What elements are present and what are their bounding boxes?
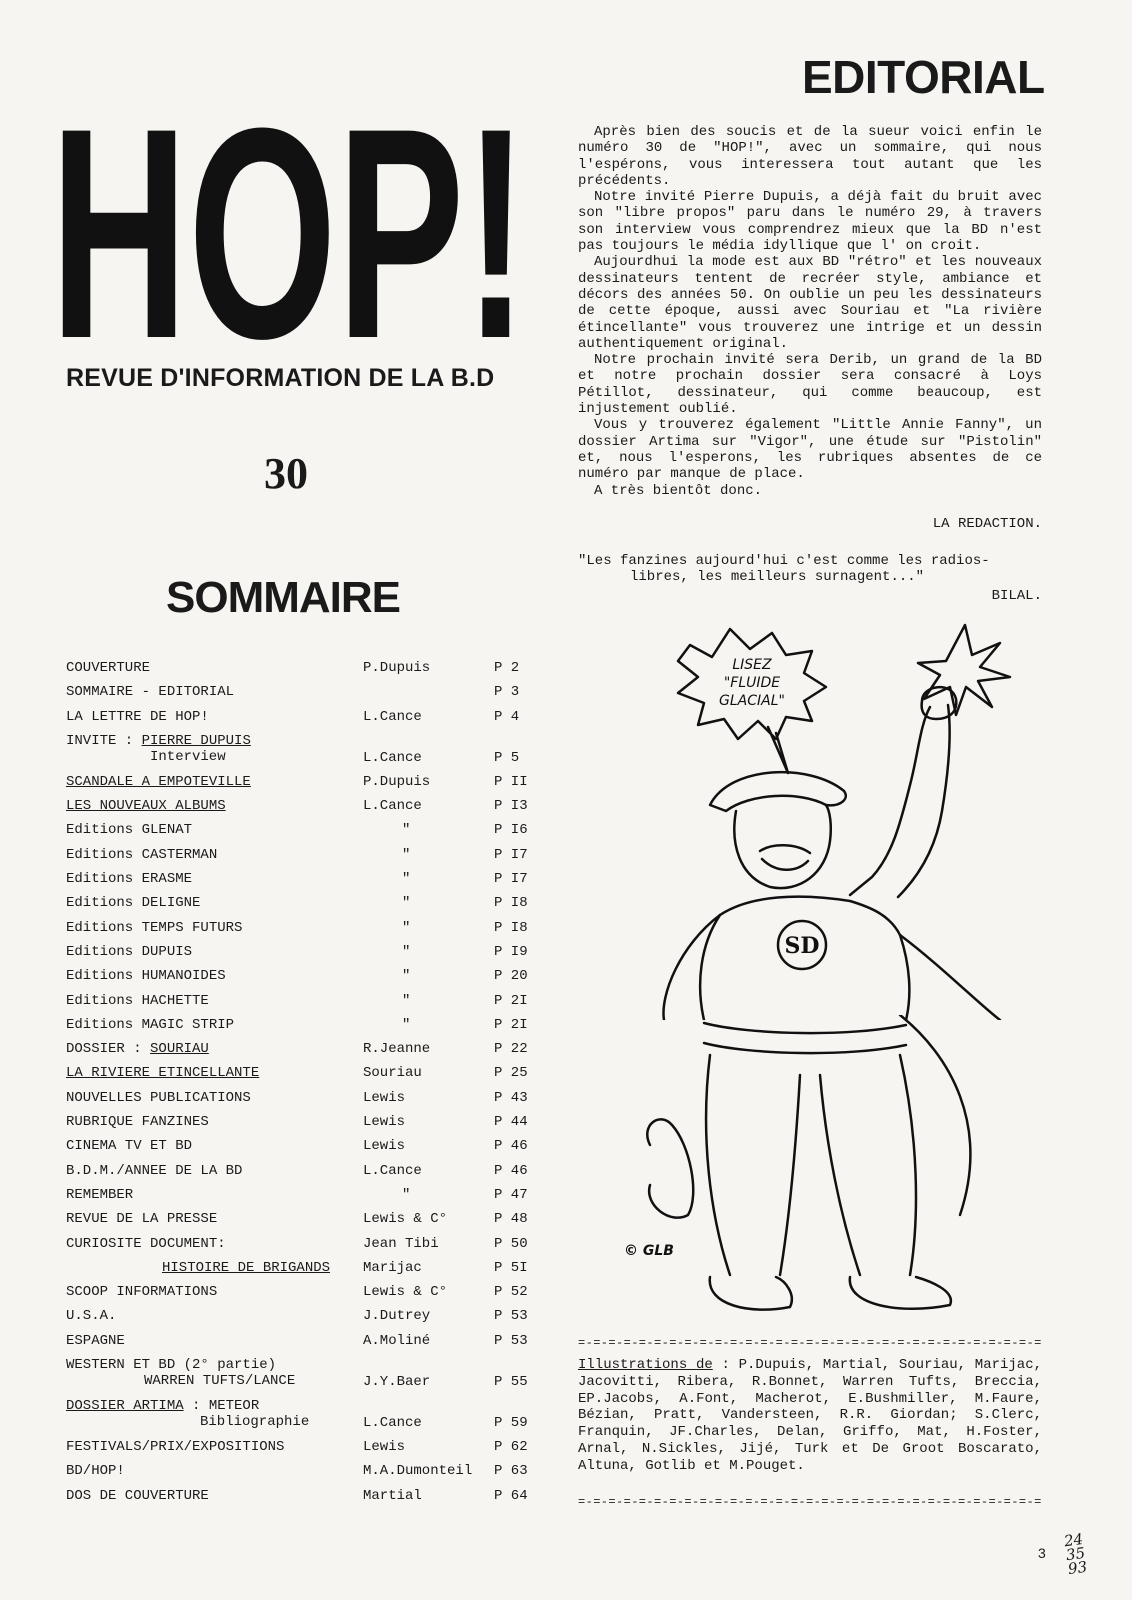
toc-author: R.Jeanne: [363, 1041, 431, 1058]
toc-title: ESPAGNE: [66, 1332, 125, 1349]
toc-title: Editions DELIGNE: [66, 895, 201, 912]
toc-row: [66, 895, 546, 919]
toc-author: J.Y.Baer: [363, 1374, 431, 1391]
toc-row: [66, 1090, 546, 1114]
toc-page: P 43: [494, 1089, 528, 1106]
sommaire-title: SOMMAIRE: [166, 573, 400, 622]
toc-title: SCOOP INFORMATIONS: [66, 1284, 218, 1301]
toc-row: [66, 1187, 546, 1211]
spark-star: [918, 625, 1010, 715]
toc-author: ": [402, 1016, 411, 1033]
toc-page: P 46: [494, 1162, 528, 1179]
toc-author: Souriau: [363, 1065, 422, 1082]
belt: [704, 1023, 906, 1053]
speech-bubble-text: GLACIAL": [719, 693, 785, 709]
toc-title-part: INVITE :: [66, 732, 142, 749]
toc-title: Editions TEMPS FUTURS: [66, 919, 243, 936]
quote-line: "Les fanzines aujourd'hui c'est comme les radios-: [578, 553, 990, 569]
cape: [663, 915, 1000, 1020]
toc-row: [66, 1138, 546, 1162]
toc-row: [66, 920, 546, 944]
editorial-title: EDITORIAL: [802, 51, 1045, 103]
toc-page: P 3: [494, 684, 520, 701]
toc-page: P 64: [494, 1487, 528, 1504]
toc-page: P I8: [494, 919, 528, 936]
toc-title: Editions MAGIC STRIP: [66, 1016, 235, 1033]
toc-page: P 59: [494, 1415, 528, 1432]
toc-title: U.S.A.: [66, 1308, 117, 1325]
toc-title: FESTIVALS/PRIX/EXPOSITIONS: [66, 1439, 285, 1456]
head: [734, 805, 830, 888]
toc-row: [66, 1236, 546, 1260]
toc-row: [66, 1211, 546, 1235]
illustration-credits: [578, 1357, 1042, 1475]
editorial-paragraph: Notre prochain invité sera Derib, un grand de la BD et notre prochain dossier sera consacré à Loys Pétillot, dessinateur, qui comme beaucoup, est injustement oublié.: [578, 352, 1042, 418]
toc-author: P.Dupuis: [363, 660, 431, 676]
bilal-quote: [578, 553, 1042, 604]
toc-page: P 2I: [494, 1016, 528, 1033]
toc-page: P I8: [494, 895, 528, 912]
toc-title: B.D.M./ANNEE DE LA BD: [66, 1162, 243, 1179]
toc-row: [66, 1041, 546, 1065]
editorial-signature: LA REDACTION.: [932, 516, 1042, 532]
toc-title: SOMMAIRE - EDITORIAL: [66, 684, 235, 701]
editorial-paragraph: Aujourdhui la mode est aux BD "rétro" et les nouveaux dessinateurs tentent de recréer style, ambiance et décors des années 50. On oublie un peu les dessinateurs de cette époque, aussi avec Souriau et "La rivière étincellante" vous trouverez une intrige et un dessin authentiquement original.: [578, 254, 1042, 352]
issue-number: 30: [264, 449, 308, 498]
toc-row: [66, 1065, 546, 1089]
quote-author: BILAL.: [991, 587, 1042, 604]
toc-title: Editions HACHETTE: [66, 992, 209, 1009]
toc-author: ": [402, 968, 411, 985]
toc-page: P 44: [494, 1114, 528, 1131]
toc-author: L.Cance: [363, 1415, 422, 1432]
rooster: [647, 1119, 693, 1217]
toc-row: [66, 1463, 546, 1487]
toc-author: L.Cance: [363, 708, 422, 725]
toc-title: CURIOSITE DOCUMENT:: [66, 1235, 226, 1252]
toc-row: [66, 993, 546, 1017]
toc-author: Lewis: [363, 1439, 406, 1456]
toc-author: Martial: [363, 1487, 422, 1504]
toc-page: P 55: [494, 1374, 528, 1391]
toc-row: [66, 798, 546, 822]
toc-title-part: DOSSIER :: [66, 1041, 151, 1058]
toc-title: BD/HOP!: [66, 1463, 125, 1480]
toc-page: P 53: [494, 1308, 528, 1325]
toc-page: P II: [494, 773, 528, 790]
toc-title-part: : METEOR: [183, 1398, 260, 1415]
toc-page: P 5I: [494, 1259, 528, 1276]
toc-title: Editions HUMANOIDES: [66, 968, 226, 985]
toc-title: [66, 1041, 209, 1057]
raised-arm: [850, 705, 950, 897]
toc-title-line2: Bibliographie: [200, 1414, 310, 1431]
hop-logo-text: HOP!: [50, 65, 528, 342]
toc-title-line2: Interview: [150, 748, 226, 765]
toc-author: ": [402, 1186, 411, 1203]
toc-row: [66, 944, 546, 968]
toc-author: Lewis: [363, 1138, 406, 1155]
toc-title: CINEMA TV ET BD: [66, 1138, 193, 1155]
credits-text: : P.Dupuis, Martial, Souriau, Marijac, Jacovitti, Ribera, R.Bonnet, Warren Tufts, Breccia, EP.Jacobs, A.Font, Macherot, E.Bushmiller, M.Faure, Bézian, Pratt, Vandersteen, R.R. Giordan; S.Clerc, Franquin, JF.Charles, Delan, Griffo, Mat, H.Foster, Arnal, N.Sickles, Jijé, Turk et De Groot Boscarato, Altuna, Gotlib et M.Pouget.: [578, 1357, 1043, 1474]
toc-page: P 4: [494, 708, 520, 725]
toc-page: P 46: [494, 1138, 528, 1155]
toc-title: LA LETTRE DE HOP!: [66, 708, 209, 725]
editorial-paragraph: A très bientôt donc.: [594, 482, 763, 499]
handwritten-note: [1062, 1529, 1089, 1579]
legs: [706, 1055, 916, 1275]
quote-line: libres, les meilleurs surnagent...": [630, 569, 925, 586]
toc-row: [66, 709, 546, 733]
handwritten-line: 93: [1066, 1557, 1089, 1579]
toc-title: WESTERN ET BD (2° partie): [66, 1357, 277, 1374]
toc-page: P 48: [494, 1211, 528, 1228]
toc-row: [66, 733, 546, 774]
toc-author: ": [402, 943, 411, 960]
toc-page: P 2I: [494, 992, 528, 1009]
divider-rule: =-=-=-=-=-=-=-=-=-=-=-=-=-=-=-=-=-=-=-=-=-=-=-=-=-=-=-=-=-=-=: [578, 1336, 1042, 1350]
toc-author: P.Dupuis: [363, 773, 431, 790]
toc-title: REVUE DE LA PRESSE: [66, 1211, 218, 1228]
toc-title: Editions GLENAT: [66, 822, 193, 839]
toc-title-part: SOURIAU: [150, 1041, 209, 1058]
toc-title: REMEMBER: [66, 1186, 134, 1203]
speech-bubble-text: LISEZ: [732, 657, 772, 673]
credits-label: Illustrations de: [578, 1357, 713, 1373]
toc-page: P 52: [494, 1284, 528, 1301]
toc-author: Lewis: [363, 1089, 406, 1106]
toc-author: ": [402, 846, 411, 863]
toc-author: ": [402, 992, 411, 1009]
toc-row: [66, 1017, 546, 1041]
toc-page: P 25: [494, 1065, 528, 1082]
toc-title: LES NOUVEAUX ALBUMS: [66, 798, 226, 815]
boots: [710, 1277, 951, 1310]
toc-page: P 47: [494, 1186, 528, 1203]
toc-author: Jean Tibi: [363, 1235, 439, 1252]
toc-row: [66, 1284, 546, 1308]
toc-author: ": [402, 895, 411, 912]
hop-logo: [50, 42, 530, 342]
toc-title: DOS DE COUVERTURE: [66, 1487, 209, 1504]
toc-author: M.A.Dumonteil: [363, 1463, 473, 1480]
toc-row: [66, 1488, 546, 1512]
toc-page: P 53: [494, 1332, 528, 1349]
toc-title: NOUVELLES PUBLICATIONS: [66, 1089, 251, 1106]
toc-page: P I7: [494, 846, 528, 863]
toc-page: P 22: [494, 1041, 528, 1058]
handwritten-line: 24: [1062, 1529, 1085, 1551]
moustache: [760, 845, 810, 853]
grin: [762, 859, 808, 870]
toc-row: [66, 774, 546, 798]
toc-title: Editions DUPUIS: [66, 943, 193, 960]
superhero-illustration: [600, 615, 1040, 1020]
toc-page: P I7: [494, 871, 528, 888]
editorial-paragraph: Après bien des soucis et de la sueur voici enfin le numéro 30 de "HOP!", avec un sommaire, qui nous l'espérons, vous interessera tout autant que les précédents.: [578, 124, 1042, 189]
toc-page: P 63: [494, 1463, 528, 1480]
toc-row: [66, 1357, 546, 1398]
toc-row: [66, 1163, 546, 1187]
toc-page: P 50: [494, 1235, 528, 1252]
toc-title: COUVERTURE: [66, 660, 151, 676]
toc-author: Marijac: [363, 1259, 422, 1276]
toc-title: [66, 733, 251, 749]
toc-page: P 5: [494, 749, 520, 766]
toc-title: Editions ERASME: [66, 871, 193, 888]
toc-row: [66, 968, 546, 992]
toc-page: P 2: [494, 660, 520, 676]
speech-bubble-text: "FLUIDE: [723, 675, 781, 691]
editorial-paragraph: Vous y trouverez également "Little Annie Fanny", un dossier Artima sur "Vigor", une étude sur "Pistolin" et, nous l'esperons, les rubriques absentes de ce numéro par manque de place.: [578, 417, 1042, 483]
toc-title: RUBRIQUE FANZINES: [66, 1114, 209, 1131]
toc-page: P 62: [494, 1439, 528, 1456]
superhero-illustration-lower: [600, 1015, 1040, 1335]
toc-title: SCANDALE A EMPOTEVILLE: [66, 773, 251, 790]
toc-author: L.Cance: [363, 749, 422, 766]
divider-rule: =-=-=-=-=-=-=-=-=-=-=-=-=-=-=-=-=-=-=-=-=-=-=-=-=-=-=-=-=-=-=: [578, 1495, 1042, 1509]
toc-author: ": [402, 919, 411, 936]
toc-title-part: PIERRE DUPUIS: [141, 732, 251, 749]
toc-row: [66, 1260, 546, 1284]
toc-row: [66, 847, 546, 871]
toc-row: [66, 1114, 546, 1138]
toc-title: [66, 1398, 259, 1414]
handwritten-line: 35: [1064, 1543, 1087, 1565]
toc-row: [66, 684, 546, 708]
editorial-body: [578, 124, 1042, 499]
toc-author: Lewis & C°: [363, 1211, 448, 1228]
toc-author: Lewis: [363, 1114, 406, 1131]
toc-author: J.Dutrey: [363, 1308, 431, 1325]
toc-title-part: DOSSIER ARTIMA: [66, 1398, 184, 1415]
page-number: 3: [1038, 1545, 1046, 1561]
toc-page: P I6: [494, 822, 528, 839]
chest-emblem-text: SD: [784, 933, 820, 959]
toc-row: [66, 1398, 546, 1439]
artist-signature: © GLB: [624, 1243, 674, 1259]
toc-title: Editions CASTERMAN: [66, 846, 218, 863]
toc-row: [66, 1439, 546, 1463]
toc-author: L.Cance: [363, 798, 422, 815]
toc-row: [66, 1333, 546, 1357]
toc-title: HISTOIRE DE BRIGANDS: [162, 1259, 331, 1276]
toc-row: [66, 871, 546, 895]
toc-row: [66, 660, 546, 684]
toc-author: A.Moliné: [363, 1332, 431, 1349]
toc-page: P I3: [494, 798, 528, 815]
toc-author: ": [402, 822, 411, 839]
toc-title: LA RIVIERE ETINCELLANTE: [66, 1065, 260, 1082]
toc-page: P 20: [494, 968, 528, 985]
toc-row: [66, 822, 546, 846]
toc-author: L.Cance: [363, 1162, 422, 1179]
toc-author: ": [402, 871, 411, 888]
editorial-paragraph: Notre invité Pierre Dupuis, a déjà fait du bruit avec son "libre propos" paru dans le numéro 29, à travers son interview vous comprendrez mieux que la BD n'est pas toujours le média idyllique que l' on croit.: [578, 189, 1042, 255]
toc-author: Lewis & C°: [363, 1284, 448, 1301]
tagline: REVUE D'INFORMATION DE LA B.D: [66, 364, 495, 392]
toc-row: [66, 1308, 546, 1332]
toc-title-line2: WARREN TUFTS/LANCE: [144, 1373, 296, 1390]
toc-page: P I9: [494, 943, 528, 960]
table-of-contents: [66, 660, 546, 1512]
